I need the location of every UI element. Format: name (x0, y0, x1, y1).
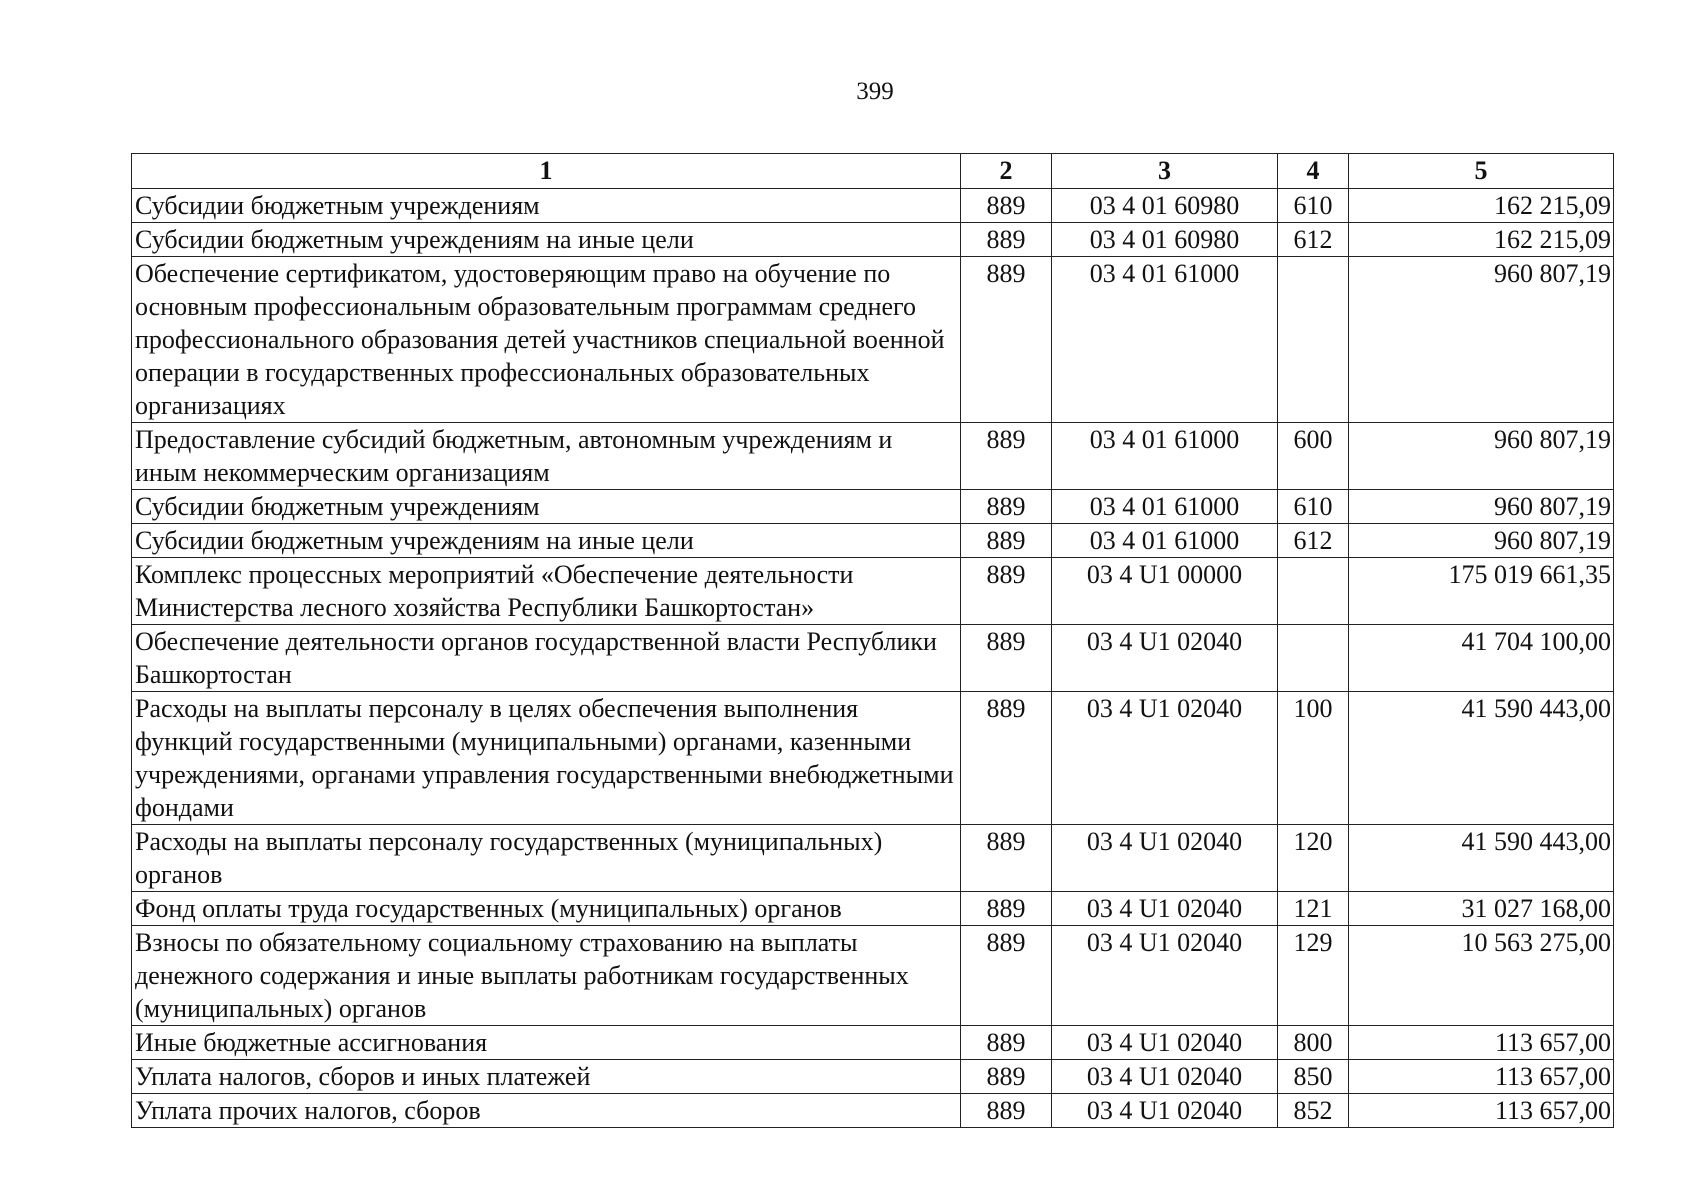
row-csr-code-cell: 03 4 01 61000 (1052, 257, 1278, 423)
row-csr-code-cell: 03 4 U1 02040 (1052, 825, 1278, 892)
row-gr-code-cell: 889 (961, 223, 1052, 257)
row-gr-code-cell: 889 (961, 189, 1052, 223)
row-gr-code-cell: 889 (961, 423, 1052, 490)
page-number: 399 (856, 78, 894, 105)
row-gr-code-cell: 889 (961, 892, 1052, 926)
row-name-cell: Субсидии бюджетным учреждениям на иные цели (132, 524, 961, 558)
row-gr-code-cell: 889 (961, 524, 1052, 558)
row-csr-code-cell: 03 4 U1 02040 (1052, 692, 1278, 825)
column-header-5: 5 (1349, 154, 1614, 189)
row-vr-code-cell: 120 (1278, 825, 1349, 892)
table-body (132, 189, 1614, 1128)
row-vr-code-cell: 600 (1278, 423, 1349, 490)
row-gr-code-cell: 889 (961, 692, 1052, 825)
table-row (132, 892, 1614, 926)
row-vr-code-cell: 850 (1278, 1060, 1349, 1094)
row-name-cell: Предоставление субсидий бюджетным, автономным учреждениям и иным некоммерческим организациям (132, 423, 961, 490)
row-sum-cell: 960 807,19 (1349, 257, 1614, 423)
row-sum-cell: 175 019 661,35 (1349, 558, 1614, 625)
row-gr-code-cell: 889 (961, 1060, 1052, 1094)
row-sum-cell: 162 215,09 (1349, 189, 1614, 223)
row-sum-cell: 113 657,00 (1349, 1060, 1614, 1094)
row-vr-code-cell (1278, 558, 1349, 625)
row-gr-code-cell: 889 (961, 257, 1052, 423)
budget-table (131, 153, 1614, 1128)
row-sum-cell: 10 563 275,00 (1349, 926, 1614, 1026)
row-sum-cell: 113 657,00 (1349, 1026, 1614, 1060)
column-header-4: 4 (1278, 154, 1349, 189)
row-sum-cell: 960 807,19 (1349, 524, 1614, 558)
row-vr-code-cell: 800 (1278, 1026, 1349, 1060)
row-name-cell: Расходы на выплаты персоналу государственных (муниципальных) органов (132, 825, 961, 892)
table-header-row (132, 154, 1614, 189)
row-csr-code-cell: 03 4 U1 02040 (1052, 1026, 1278, 1060)
row-gr-code-cell: 889 (961, 926, 1052, 1026)
row-vr-code-cell: 100 (1278, 692, 1349, 825)
table-row (132, 223, 1614, 257)
row-vr-code-cell: 852 (1278, 1094, 1349, 1128)
row-sum-cell: 41 590 443,00 (1349, 825, 1614, 892)
column-header-2: 2 (961, 154, 1052, 189)
table-row (132, 423, 1614, 490)
table-row (132, 825, 1614, 892)
row-vr-code-cell: 121 (1278, 892, 1349, 926)
row-name-cell: Уплата налогов, сборов и иных платежей (132, 1060, 961, 1094)
table-row (132, 558, 1614, 625)
row-csr-code-cell: 03 4 01 61000 (1052, 524, 1278, 558)
row-vr-code-cell: 610 (1278, 490, 1349, 524)
row-vr-code-cell: 129 (1278, 926, 1349, 1026)
row-gr-code-cell: 889 (961, 1094, 1052, 1128)
row-name-cell: Обеспечение сертификатом, удостоверяющим право на обучение по основным профессиональным образовательным программам среднего профессионального образования детей участников специальной военной операции в государственных профессиональных образовательных организациях (132, 257, 961, 423)
row-name-cell: Комплекс процессных мероприятий «Обеспечение деятельности Министерства лесного хозяйства Республики Башкортостан» (132, 558, 961, 625)
row-name-cell: Взносы по обязательному социальному страхованию на выплаты денежного содержания и иные выплаты работникам государственных (муниципальных) органов (132, 926, 961, 1026)
row-csr-code-cell: 03 4 U1 02040 (1052, 625, 1278, 692)
row-vr-code-cell: 612 (1278, 524, 1349, 558)
row-sum-cell: 41 704 100,00 (1349, 625, 1614, 692)
table-row (132, 926, 1614, 1026)
row-gr-code-cell: 889 (961, 825, 1052, 892)
row-name-cell: Субсидии бюджетным учреждениям на иные цели (132, 223, 961, 257)
row-sum-cell: 41 590 443,00 (1349, 692, 1614, 825)
table-row (132, 189, 1614, 223)
row-csr-code-cell: 03 4 U1 02040 (1052, 892, 1278, 926)
row-vr-code-cell: 610 (1278, 189, 1349, 223)
row-sum-cell: 31 027 168,00 (1349, 892, 1614, 926)
row-gr-code-cell: 889 (961, 558, 1052, 625)
row-gr-code-cell: 889 (961, 490, 1052, 524)
row-name-cell: Фонд оплаты труда государственных (муниципальных) органов (132, 892, 961, 926)
row-csr-code-cell: 03 4 01 60980 (1052, 223, 1278, 257)
table-row (132, 1026, 1614, 1060)
row-sum-cell: 960 807,19 (1349, 490, 1614, 524)
row-sum-cell: 162 215,09 (1349, 223, 1614, 257)
row-csr-code-cell: 03 4 01 61000 (1052, 423, 1278, 490)
table-row (132, 1094, 1614, 1128)
table-row (132, 524, 1614, 558)
row-name-cell: Субсидии бюджетным учреждениям (132, 490, 961, 524)
row-csr-code-cell: 03 4 U1 02040 (1052, 1094, 1278, 1128)
row-name-cell: Иные бюджетные ассигнования (132, 1026, 961, 1060)
row-gr-code-cell: 889 (961, 1026, 1052, 1060)
table-row (132, 490, 1614, 524)
row-csr-code-cell: 03 4 U1 02040 (1052, 1060, 1278, 1094)
row-name-cell: Расходы на выплаты персоналу в целях обеспечения выполнения функций государственными (муниципальными) органами, казенными учреждениями, органами управления государственными внебюджетными фондами (132, 692, 961, 825)
row-name-cell: Обеспечение деятельности органов государственной власти Республики Башкортостан (132, 625, 961, 692)
row-gr-code-cell: 889 (961, 625, 1052, 692)
row-csr-code-cell: 03 4 01 61000 (1052, 490, 1278, 524)
row-name-cell: Субсидии бюджетным учреждениям (132, 189, 961, 223)
row-sum-cell: 113 657,00 (1349, 1094, 1614, 1128)
table-row (132, 257, 1614, 423)
row-vr-code-cell (1278, 625, 1349, 692)
table-row (132, 1060, 1614, 1094)
row-vr-code-cell: 612 (1278, 223, 1349, 257)
row-name-cell: Уплата прочих налогов, сборов (132, 1094, 961, 1128)
table-row (132, 625, 1614, 692)
row-vr-code-cell (1278, 257, 1349, 423)
row-sum-cell: 960 807,19 (1349, 423, 1614, 490)
column-header-1: 1 (132, 154, 961, 189)
row-csr-code-cell: 03 4 U1 02040 (1052, 926, 1278, 1026)
row-csr-code-cell: 03 4 01 60980 (1052, 189, 1278, 223)
row-csr-code-cell: 03 4 U1 00000 (1052, 558, 1278, 625)
column-header-3: 3 (1052, 154, 1278, 189)
table-row (132, 692, 1614, 825)
